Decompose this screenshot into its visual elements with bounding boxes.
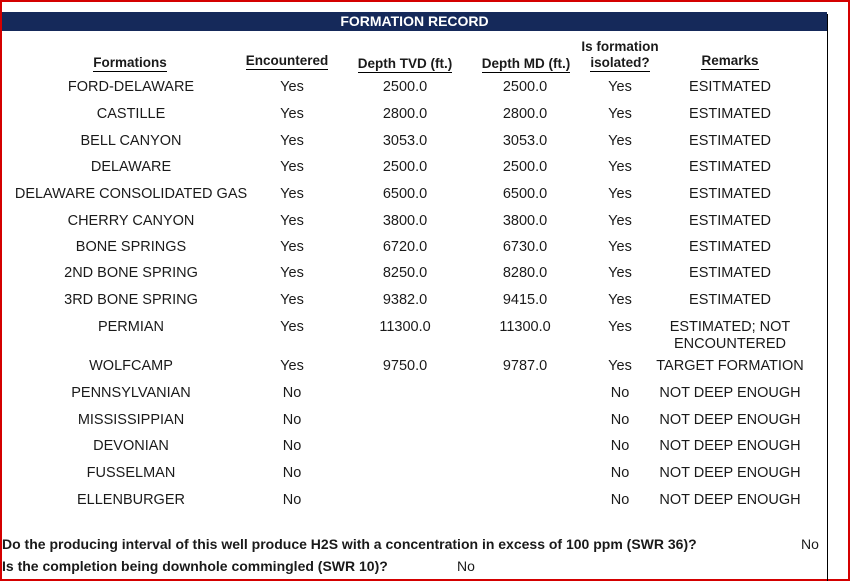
isolated-value: No [610,412,630,428]
right-divider [827,14,828,581]
encountered-value: Yes [280,133,304,149]
depth-tvd-value: 3053.0 [382,133,428,149]
formation-name: 3RD BONE SPRING [64,292,198,308]
isolated-value: No [610,385,630,401]
formation-name: BELL CANYON [80,133,182,149]
header-isolated-line2: isolated? [590,55,650,70]
encountered-value: Yes [280,319,304,335]
header-isolated [568,39,672,71]
depth-tvd-value: 11300.0 [379,319,431,335]
formation-name: DEVONIAN [93,438,169,454]
formation-name: CASTILLE [96,106,166,122]
remarks-value: TARGET FORMATION [656,358,804,374]
formation-name: FUSSELMAN [86,465,176,481]
remarks-value: ESTIMATED [689,186,771,202]
isolated-value: Yes [608,319,632,335]
isolated-value: No [610,438,630,454]
formation-name: DELAWARE [90,159,172,175]
depth-md-value: 3053.0 [502,133,548,149]
formation-name: FORD-DELAWARE [67,79,195,95]
formation-name: ELLENBURGER [77,492,185,508]
depth-tvd-value: 2500.0 [382,79,428,95]
remarks-value: ESTIMATED [689,292,771,308]
header-depth-md: Depth MD (ft.) [481,56,571,71]
commingled-question: Is the completion being downhole commingled (SWR 10)? [2,558,388,574]
h2s-question: Do the producing interval of this well produce H2S with a concentration in excess of 100 ppm (SWR 36)? [2,536,697,552]
formation-name: 2ND BONE SPRING [64,265,198,281]
encountered-value: Yes [280,292,304,308]
formation-name: PERMIAN [97,319,165,335]
remarks-value: ESTIMATED [689,239,771,255]
depth-tvd-value: 6720.0 [382,239,428,255]
depth-md-value: 8280.0 [502,265,548,281]
remarks-value: ESTIMATED [689,265,771,281]
depth-tvd-value: 2500.0 [382,159,428,175]
isolated-value: Yes [608,79,632,95]
depth-tvd-value: 3800.0 [382,213,428,229]
header-encountered: Encountered [245,53,329,68]
encountered-value: Yes [280,265,304,281]
isolated-value: No [610,465,630,481]
depth-md-value: 11300.0 [499,319,551,335]
header-depth-tvd: Depth TVD (ft.) [357,56,453,71]
depth-tvd-value: 9750.0 [382,358,428,374]
formation-name: MISSISSIPPIAN [77,412,185,428]
remarks-value: NOT DEEP ENOUGH [659,438,801,454]
commingled-answer: No [457,558,475,574]
isolated-value: Yes [608,133,632,149]
section-title: FORMATION RECORD [2,12,827,31]
formation-name: PENNSYLVANIAN [71,385,191,401]
isolated-value: Yes [608,106,632,122]
remarks-value: ESITMATED [689,79,771,95]
encountered-value: Yes [280,186,304,202]
remarks-value: NOT DEEP ENOUGH [659,385,801,401]
encountered-value: No [282,412,302,428]
remarks-value: ESTIMATED [689,159,771,175]
h2s-answer: No [801,536,819,552]
isolated-value: Yes [608,358,632,374]
remarks-value: NOT DEEP ENOUGH [659,492,801,508]
remarks-value: NOT DEEP ENOUGH [659,465,801,481]
isolated-value: Yes [608,213,632,229]
encountered-value: No [282,438,302,454]
remarks-value: ESTIMATED [689,133,771,149]
header-formations: Formations [93,55,167,70]
encountered-value: No [282,492,302,508]
depth-tvd-value: 8250.0 [382,265,428,281]
depth-md-value: 2800.0 [502,106,548,122]
formation-name: BONE SPRINGS [75,239,187,255]
formation-name: CHERRY CANYON [67,213,195,229]
encountered-value: Yes [280,159,304,175]
remarks-value: ESTIMATED [689,213,771,229]
isolated-value: No [610,492,630,508]
header-isolated-line1: Is formation [581,39,659,54]
depth-md-value: 6500.0 [502,186,548,202]
isolated-value: Yes [608,265,632,281]
isolated-value: Yes [608,186,632,202]
depth-tvd-value: 6500.0 [382,186,428,202]
depth-md-value: 3800.0 [502,213,548,229]
depth-md-value: 9415.0 [502,292,548,308]
encountered-value: No [282,385,302,401]
depth-md-value: 9787.0 [502,358,548,374]
isolated-value: Yes [608,239,632,255]
encountered-value: Yes [280,213,304,229]
isolated-value: Yes [608,159,632,175]
encountered-value: Yes [280,239,304,255]
remarks-value: ESTIMATED [689,106,771,122]
formation-name: WOLFCAMP [89,358,173,374]
encountered-value: No [282,465,302,481]
formation-name: DELAWARE CONSOLIDATED GAS [14,186,248,202]
encountered-value: Yes [280,106,304,122]
encountered-value: Yes [280,79,304,95]
header-remarks: Remarks [701,53,759,68]
isolated-value: Yes [608,292,632,308]
depth-tvd-value: 9382.0 [382,292,428,308]
depth-md-value: 2500.0 [502,159,548,175]
remarks-value: NOT DEEP ENOUGH [659,412,801,428]
depth-md-value: 6730.0 [502,239,548,255]
remarks-value: ESTIMATED; NOT ENCOUNTERED [669,319,791,352]
encountered-value: Yes [280,358,304,374]
depth-tvd-value: 2800.0 [382,106,428,122]
depth-md-value: 2500.0 [502,79,548,95]
